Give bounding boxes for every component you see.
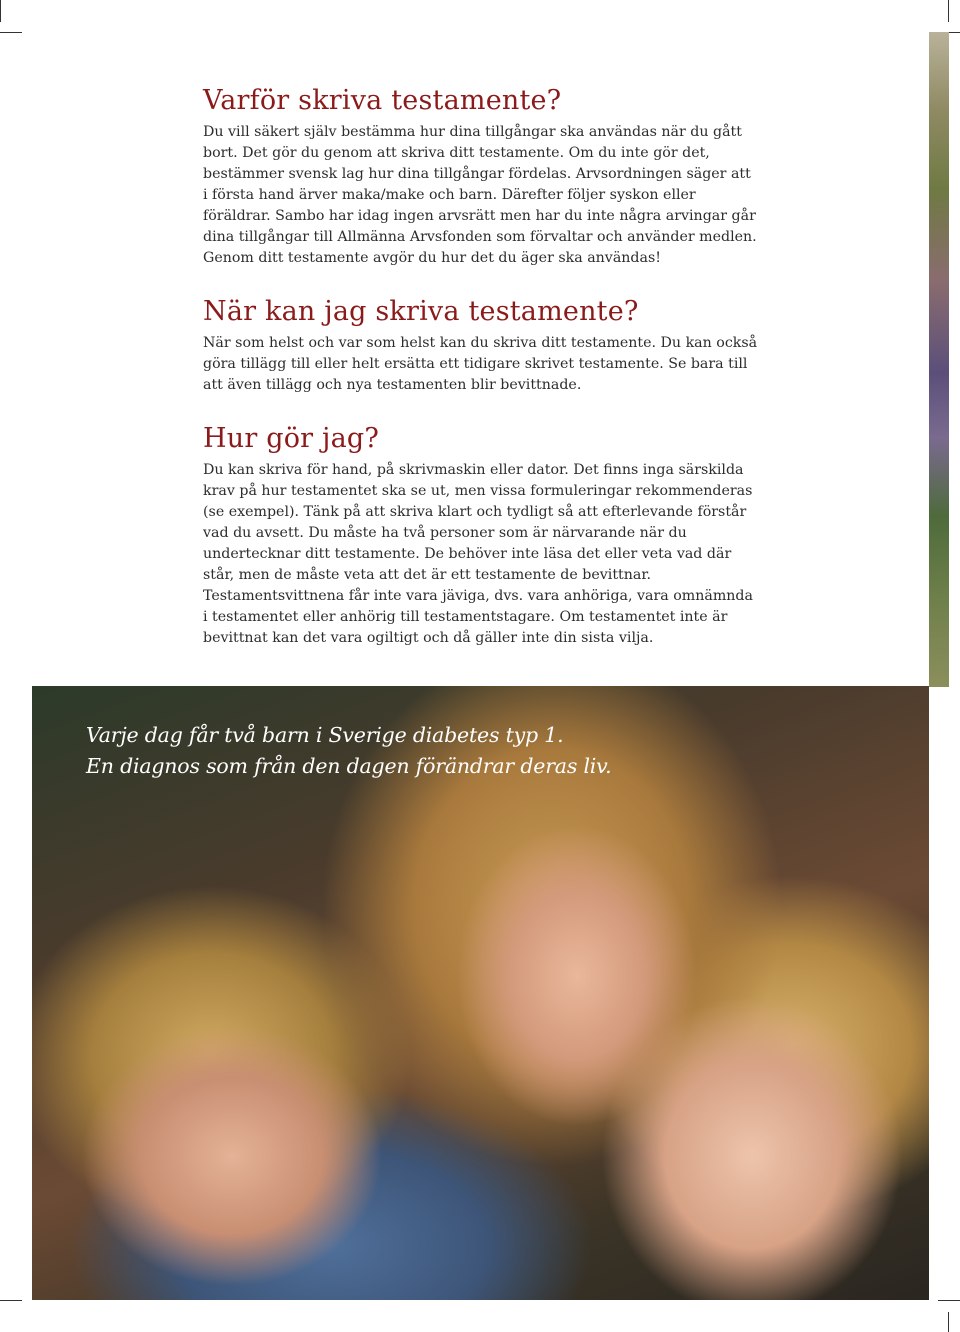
crop-mark-top-right-v (948, 0, 949, 22)
section-body: Du vill säkert själv bestämma hur dina tillgångar ska användas när du gått bort. Det gör du genom att skriva ditt testamente. Om du inte gör det, bestämmer svensk lag hur dina tillgångar fördelas. Arvsordningen säger att i första hand ärver maka/make och barn. Därefter följer syskon eller föräldrar. Sambo har idag ingen arvsrätt men har du inte några arvingar går dina tillgångar till Allmänna Arvsfonden som förvaltar och använder medlen. Genom ditt testamente avgör du hur det du äger ska användas! (203, 124, 757, 266)
photo-caption (86, 720, 611, 782)
crop-mark-top-left-h (0, 32, 22, 33)
section-heading: När kan jag skriva testamente? (203, 296, 639, 327)
crop-mark-bottom-right-v (948, 1312, 949, 1332)
caption-line-2: En diagnos som från den dagen förändrar deras liv. (86, 754, 612, 778)
section-heading: Hur gör jag? (203, 423, 380, 454)
crop-mark-bottom-right-h (938, 1300, 960, 1301)
family-photo (32, 686, 929, 1300)
text-column (203, 84, 759, 675)
caption-line-1: Varje dag får två barn i Sverige diabetes typ 1. (86, 723, 564, 747)
section-heading: Varför skriva testamente? (203, 85, 562, 116)
decorative-photo-strip (929, 32, 949, 687)
section-how (203, 422, 759, 649)
section-body: När som helst och var som helst kan du skriva ditt testamente. Du kan också göra tillägg till eller helt ersätta ett tidigare skrivet testamente. Se bara till att även tillägg och nya testamenten blir bevittnade. (203, 335, 758, 393)
crop-mark-top-left-v (0, 0, 1, 22)
section-body: Du kan skriva för hand, på skrivmaskin eller dator. Det finns inga särskilda krav på hur testamentet ska se ut, men vissa formuleringar rekommenderas (se exempel). Tänk på att skriva klart och tydligt så att efterlevande förstår vad du avsett. Du måste ha två personer som är närvarande när du undertecknar ditt testamente. De behöver inte läsa det eller veta vad där står, men de måste veta att det är ett testamente de bevittnar. Testamentsvittnena får inte vara jäviga, dvs. vara anhöriga, vara omnämnda i testamentet eller anhörig till testamentstagare. Om testamentet inte är bevittnat kan det vara ogiltigt och då gäller inte din sista vilja. (203, 462, 753, 646)
section-why (203, 84, 759, 269)
section-when (203, 295, 759, 396)
crop-mark-bottom-left-h (0, 1300, 22, 1301)
